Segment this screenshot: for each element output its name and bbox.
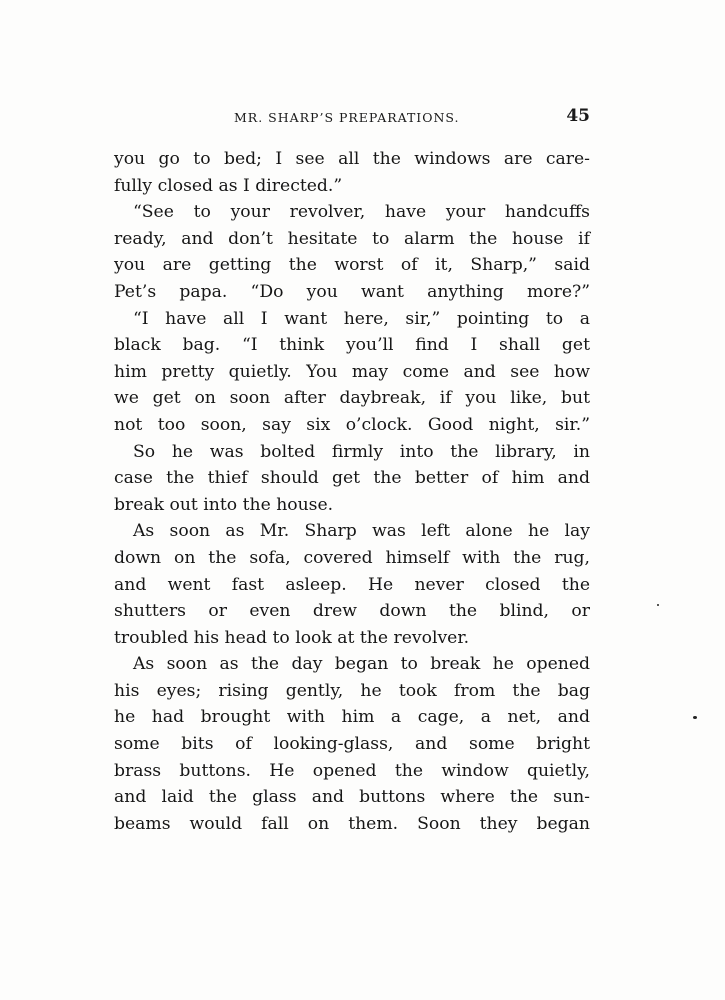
ink-speck [657, 604, 659, 606]
text-line: brass buttons. He opened the window quietly, [114, 760, 590, 781]
text-line: Pet’s papa. “Do you want anything more?” [114, 281, 590, 302]
text-line: and laid the glass and buttons where the sun- [114, 787, 590, 808]
text-line: “See to your revolver, have your handcuffs [133, 202, 590, 223]
text-line: you are getting the worst of it, Sharp,” said [114, 255, 590, 276]
text-line: break out into the house. [114, 494, 334, 515]
text-line: you go to bed; I see all the windows are care- [114, 149, 590, 169]
text-line: we get on soon after daybreak, if you like, but [114, 388, 590, 409]
text-line: ready, and don’t hesitate to alarm the house if [114, 228, 590, 249]
text-line: As soon as the day began to break he opened [133, 654, 590, 675]
text-line: fully closed as I directed.” [114, 175, 343, 196]
page-number: 45 [566, 106, 590, 126]
text-line: his eyes; rising gently, he took from the bag [114, 680, 590, 701]
page-header [114, 106, 590, 130]
text-line: beams would fall on them. Soon they began [114, 813, 590, 834]
text-line: black bag. “I think you’ll find I shall get [114, 335, 590, 356]
text-line: him pretty quietly. You may come and see how [114, 361, 590, 382]
text-line: troubled his head to look at the revolver. [114, 627, 470, 648]
text-line: and went fast asleep. He never closed the [114, 574, 590, 595]
text-line: So he was bolted firmly into the library, in [133, 441, 590, 462]
running-title: MR. SHARP’S PREPARATIONS. [234, 110, 460, 125]
ink-speck [693, 716, 697, 719]
body-text [114, 146, 590, 837]
text-line: down on the sofa, covered himself with the rug, [114, 547, 590, 568]
text-line: “I have all I want here, sir,” pointing to a [133, 308, 590, 329]
text-line: case the thief should get the better of him and [114, 468, 590, 489]
text-line: shutters or even drew down the blind, or [114, 601, 590, 622]
text-line: he had brought with him a cage, a net, and [114, 707, 590, 728]
text-line: some bits of looking-glass, and some bright [114, 734, 590, 755]
text-line: not too soon, say six o’clock. Good night, sir.” [114, 414, 590, 435]
text-line: As soon as Mr. Sharp was left alone he lay [133, 521, 590, 542]
